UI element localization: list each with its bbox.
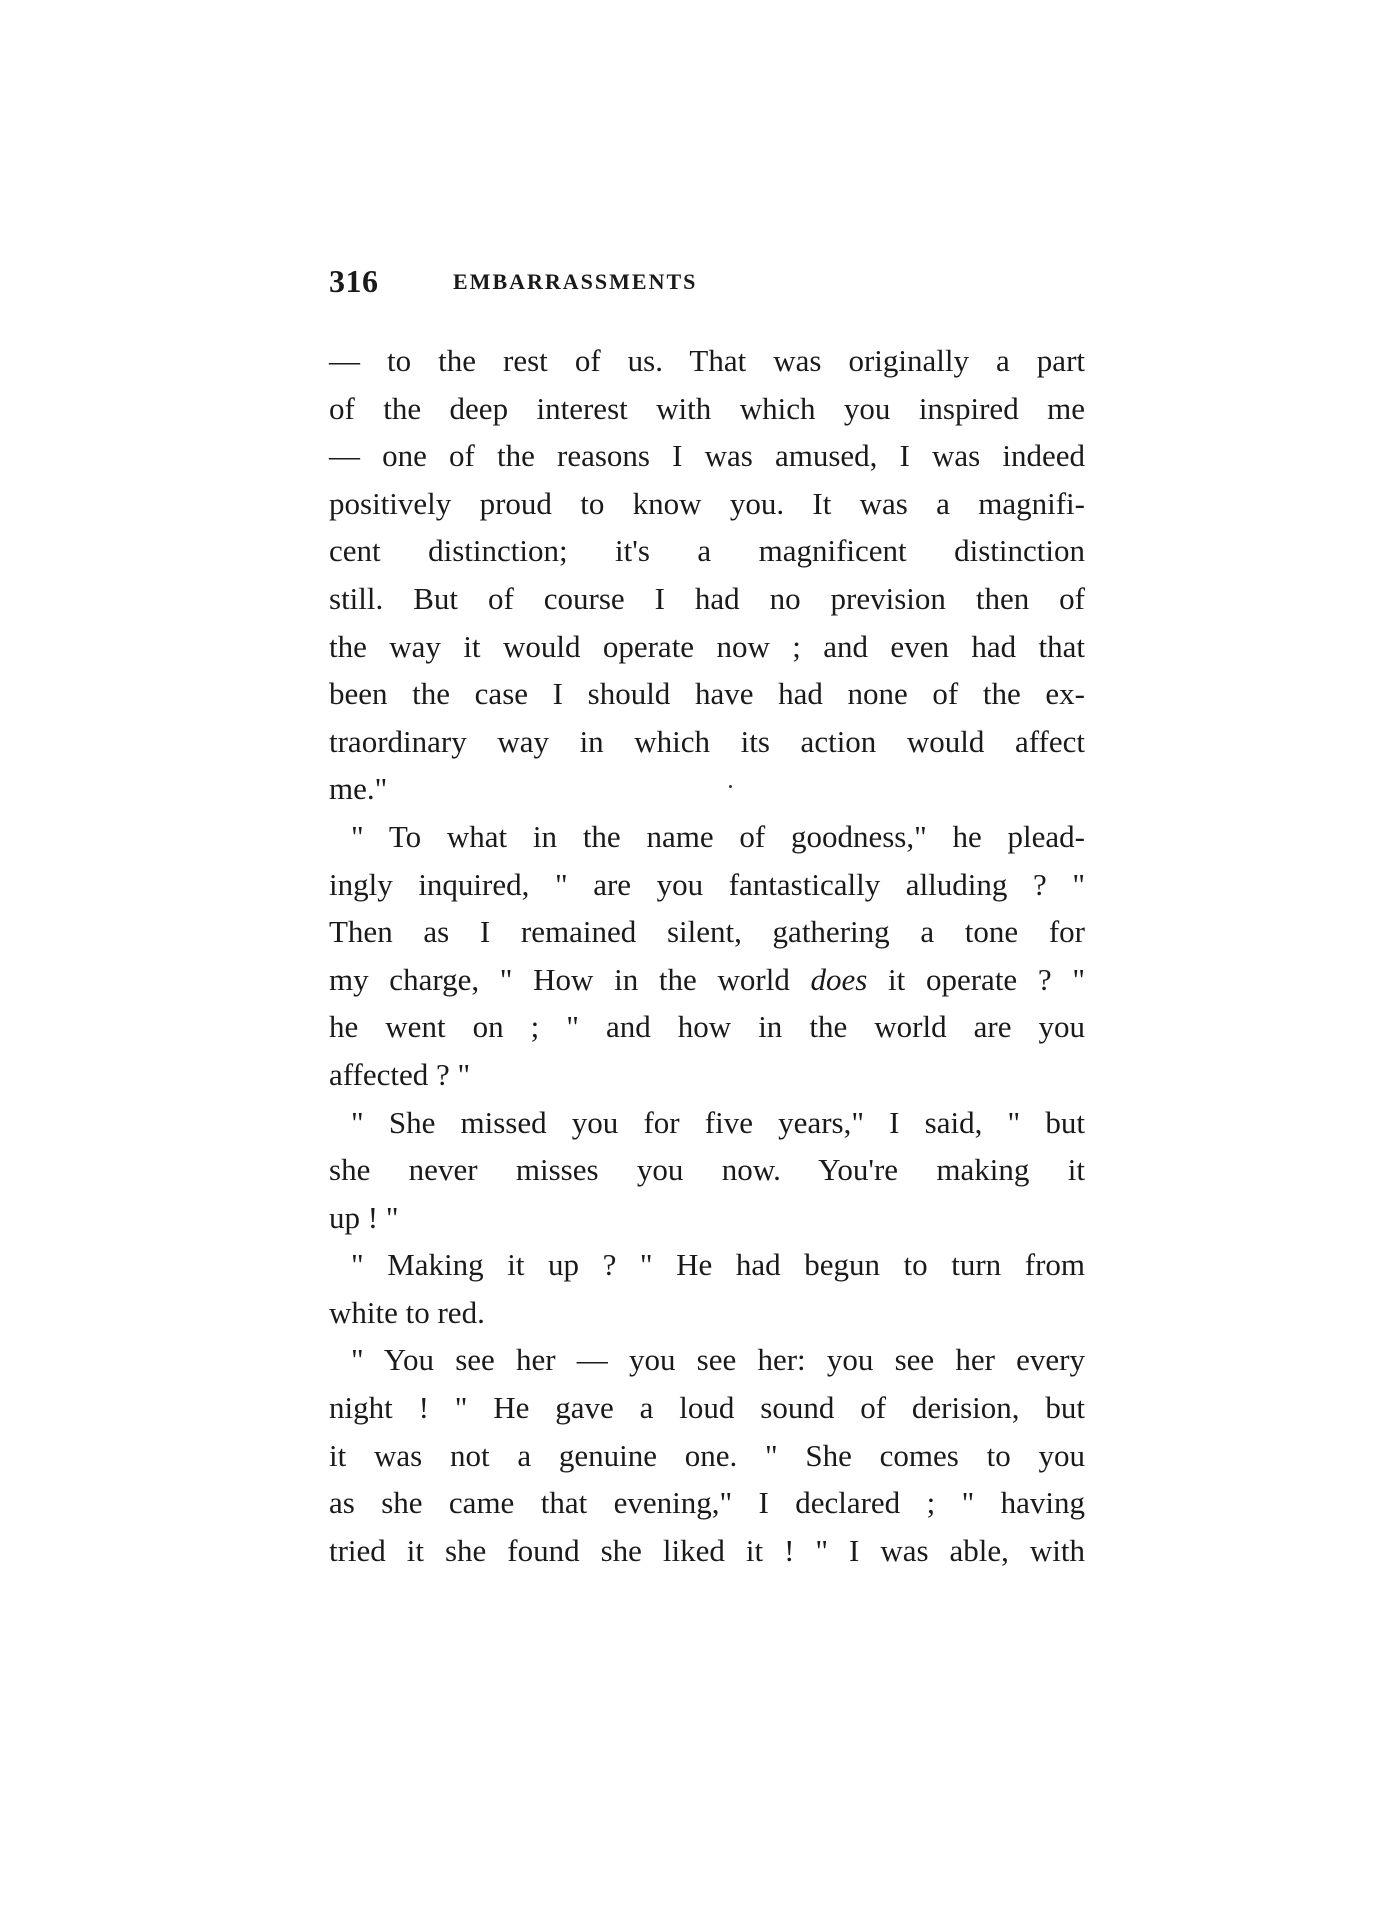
emphasis-word: does xyxy=(810,961,868,997)
body-text xyxy=(329,337,1085,1574)
text-line: positively proud to know you. It was a magnifi- xyxy=(329,485,1085,521)
text-line: — to the rest of us. That was originally a part xyxy=(329,343,1085,378)
text-line: ingly inquired, " are you fantastically alluding ? " xyxy=(329,866,1085,902)
ink-speck xyxy=(729,785,732,788)
text-line: traordinary way in which its action would affect xyxy=(329,723,1085,759)
page-number: 316 xyxy=(329,263,379,299)
text-line: up ! " xyxy=(329,1199,399,1235)
text-line: " You see her — you see her: you see her every xyxy=(351,1342,1085,1378)
text-line: it was not a genuine one. " She comes to you xyxy=(329,1437,1085,1473)
text-line: — one of the reasons I was amused, I was indeed xyxy=(329,438,1085,474)
text-line: me." xyxy=(329,771,388,807)
text-line: night ! " He gave a loud sound of derision, but xyxy=(329,1390,1085,1426)
text-line: tried it she found she liked it ! " I was able, with xyxy=(329,1532,1085,1568)
running-head xyxy=(329,263,1085,303)
text-line: " Making it up ? " He had begun to turn from xyxy=(351,1247,1085,1283)
text-line: been the case I should have had none of the ex- xyxy=(329,676,1085,712)
running-title: EMBARRASSMENTS xyxy=(453,269,698,294)
text-line: " She missed you for five years," I said, " but xyxy=(351,1104,1085,1140)
text-line: still. But of course I had no prevision then of xyxy=(329,580,1085,616)
text-line: as she came that evening," I declared ; " having xyxy=(329,1485,1085,1521)
text-line: he went on ; " and how in the world are you xyxy=(329,1009,1085,1045)
text-line: " To what in the name of goodness," he plead- xyxy=(351,818,1085,854)
text-line: white to red. xyxy=(329,1294,485,1330)
text-line: affected ? " xyxy=(329,1056,471,1092)
text-line: cent distinction; it's a magnificent distinction xyxy=(329,533,1085,569)
text-line: my charge, " How in the world does it operate ? " xyxy=(329,961,1086,997)
text-line: she never misses you now. You're making it xyxy=(329,1152,1085,1188)
text-line: of the deep interest with which you inspired me xyxy=(329,390,1085,426)
text-line: the way it would operate now ; and even had that xyxy=(329,628,1085,664)
text-line: Then as I remained silent, gathering a tone for xyxy=(329,914,1085,950)
